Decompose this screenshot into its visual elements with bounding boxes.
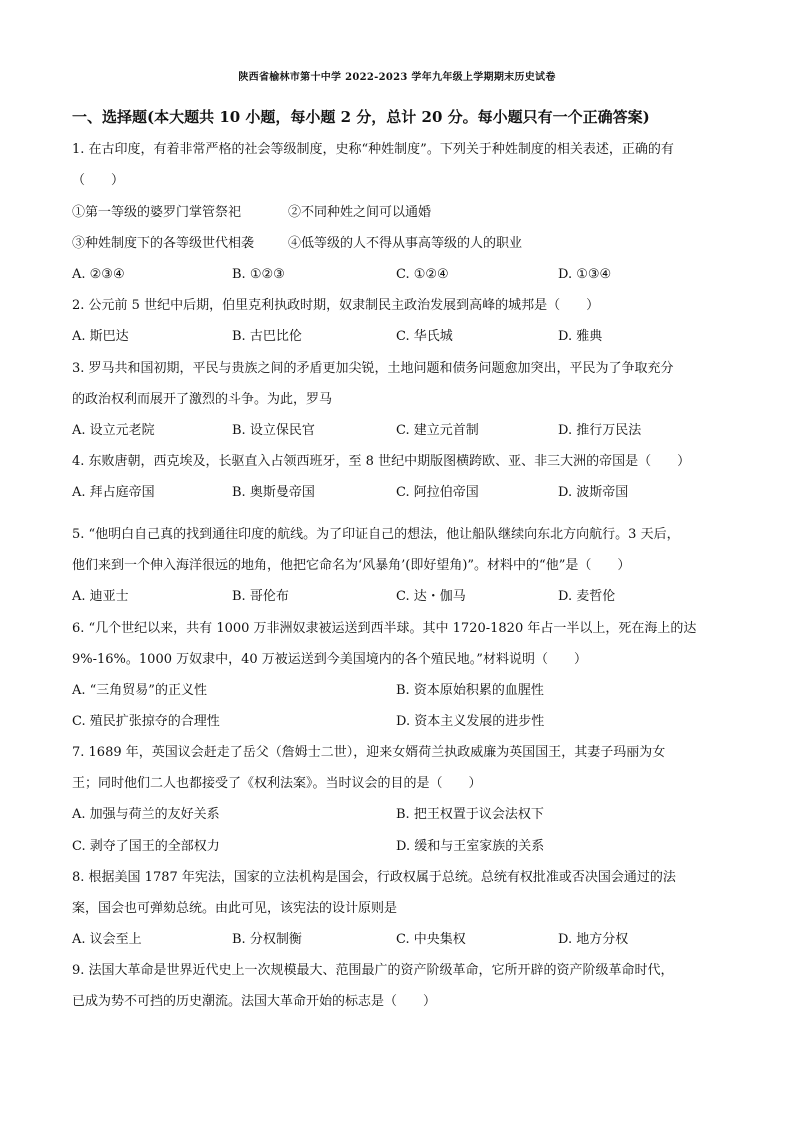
- q1-option-a[interactable]: A. ②③④: [72, 267, 125, 282]
- q5-option-a[interactable]: A. 迪亚士: [72, 589, 129, 604]
- q6-option-b[interactable]: B. 资本原始积累的血腥性: [396, 683, 544, 698]
- q8-stem-line2: 案，国会也可弹劾总统。由此可见，该宪法的设计原则是: [72, 901, 398, 916]
- q3-stem-line1: 3. 罗马共和国初期，平民与贵族之间的矛盾更加尖锐，土地问题和债务问题愈加突出，平民为了争取充分: [72, 361, 674, 376]
- q7-option-c[interactable]: C. 剥夺了国王的全部权力: [72, 839, 220, 854]
- q7-option-a[interactable]: A. 加强与荷兰的友好关系: [72, 807, 220, 822]
- q4-option-b[interactable]: B. 奥斯曼帝国: [232, 485, 315, 500]
- q6-option-a[interactable]: A. “三角贸易”的正义性: [72, 683, 207, 698]
- q1-option-d[interactable]: D. ①③④: [558, 267, 612, 282]
- q1-item-1: ①第一等级的婆罗门掌管祭祀: [72, 205, 242, 220]
- q3-option-b[interactable]: B. 设立保民官: [232, 423, 315, 438]
- q1-item-3: ③种姓制度下的各等级世代相袭: [72, 236, 255, 251]
- section-heading: 一、选择题(本大题共 10 小题，每小题 2 分，总计 20 分。每小题只有一个正确答案): [72, 108, 650, 126]
- q2-option-c[interactable]: C. 华氏城: [396, 329, 453, 344]
- q5-stem-line2: 他们来到一个伸入海洋很远的地角，他把它命名为‘风暴角’(即好望角)”。材料中的“他”是（ ）: [72, 558, 631, 573]
- q1-item-2: ②不同种姓之间可以通婚: [288, 205, 432, 220]
- q7-stem-line2: 王；同时他们二人也都接受了《权利法案》。当时议会的目的是（ ）: [72, 776, 482, 791]
- q1-option-b[interactable]: B. ①②③: [232, 267, 285, 282]
- q3-option-c[interactable]: C. 建立元首制: [396, 423, 479, 438]
- q7-option-b[interactable]: B. 把王权置于议会法权下: [396, 807, 544, 822]
- q5-option-d[interactable]: D. 麦哲伦: [558, 589, 616, 604]
- q1-option-c[interactable]: C. ①②④: [396, 267, 449, 282]
- q5-option-b[interactable]: B. 哥伦布: [232, 589, 289, 604]
- q4-option-c[interactable]: C. 阿拉伯帝国: [396, 485, 479, 500]
- q1-item-4: ④低等级的人不得从事高等级的人的职业: [288, 236, 523, 251]
- q5-option-c[interactable]: C. 达・伽马: [396, 589, 466, 604]
- q6-option-c[interactable]: C. 殖民扩张掠夺的合理性: [72, 714, 220, 729]
- q7-option-d[interactable]: D. 缓和与王室家族的关系: [396, 839, 545, 854]
- q2-option-d[interactable]: D. 雅典: [558, 329, 603, 344]
- q4-option-a[interactable]: A. 拜占庭帝国: [72, 485, 155, 500]
- q9-stem-line1: 9. 法国大革命是世界近代史上一次规模最大、范围最广的资产阶级革命，它所开辟的资产阶级革命时代，: [72, 963, 674, 978]
- q6-option-d[interactable]: D. 资本主义发展的进步性: [396, 714, 545, 729]
- q2-option-a[interactable]: A. 斯巴达: [72, 329, 129, 344]
- q6-stem-line1: 6. “几个世纪以来，共有 1000 万非洲奴隶被运送到西半球。其中 1720-1820 年占一半以上，死在海上的达: [72, 621, 697, 636]
- q8-stem-line1: 8. 根据美国 1787 年宪法，国家的立法机构是国会，行政权属于总统。总统有权批准或否决国会通过的法: [72, 870, 676, 885]
- q8-option-b[interactable]: B. 分权制衡: [232, 932, 302, 947]
- q9-stem-line2: 已成为势不可挡的历史潮流。法国大革命开始的标志是（ ）: [72, 994, 437, 1009]
- q1-stem-line1: 1. 在古印度，有着非常严格的社会等级制度，史称“种姓制度”。下列关于种姓制度的相关表述，正确的有: [72, 142, 674, 157]
- q4-stem-line1: 4. 东败唐朝，西克埃及，长驱直入占领西班牙，至 8 世纪中期版图横跨欧、亚、非三大洲的帝国是（ ）: [72, 454, 691, 469]
- q1-stem-line2: （ ）: [72, 173, 125, 188]
- q2-option-b[interactable]: B. 古巴比伦: [232, 329, 302, 344]
- q3-option-a[interactable]: A. 设立元老院: [72, 423, 155, 438]
- q8-option-c[interactable]: C. 中央集权: [396, 932, 466, 947]
- q2-stem-line1: 2. 公元前 5 世纪中后期，伯里克利执政时期，奴隶制民主政治发展到高峰的城邦是（ ）: [72, 298, 600, 313]
- q4-option-d[interactable]: D. 波斯帝国: [558, 485, 629, 500]
- q5-stem-line1: 5. “他明白自己真的找到通往印度的航线。为了印证自己的想法，他让船队继续向东北方向航行。3 天后，: [72, 527, 680, 542]
- q3-option-d[interactable]: D. 推行万民法: [558, 423, 642, 438]
- exam-title: 陕西省榆林市第十中学 2022-2023 学年九年级上学期期末历史试卷: [238, 72, 556, 83]
- q6-stem-line2: 9%-16%。1000 万奴隶中，40 万被运送到今美国境内的各个殖民地。”材料说明（ ）: [72, 652, 587, 667]
- q7-stem-line1: 7. 1689 年，英国议会赶走了岳父（詹姆士二世），迎来女婿荷兰执政威廉为英国国王，其妻子玛丽为女: [72, 745, 666, 760]
- q8-option-d[interactable]: D. 地方分权: [558, 932, 629, 947]
- q3-stem-line2: 的政治权利而展开了激烈的斗争。为此，罗马: [72, 392, 333, 407]
- q8-option-a[interactable]: A. 议会至上: [72, 932, 142, 947]
